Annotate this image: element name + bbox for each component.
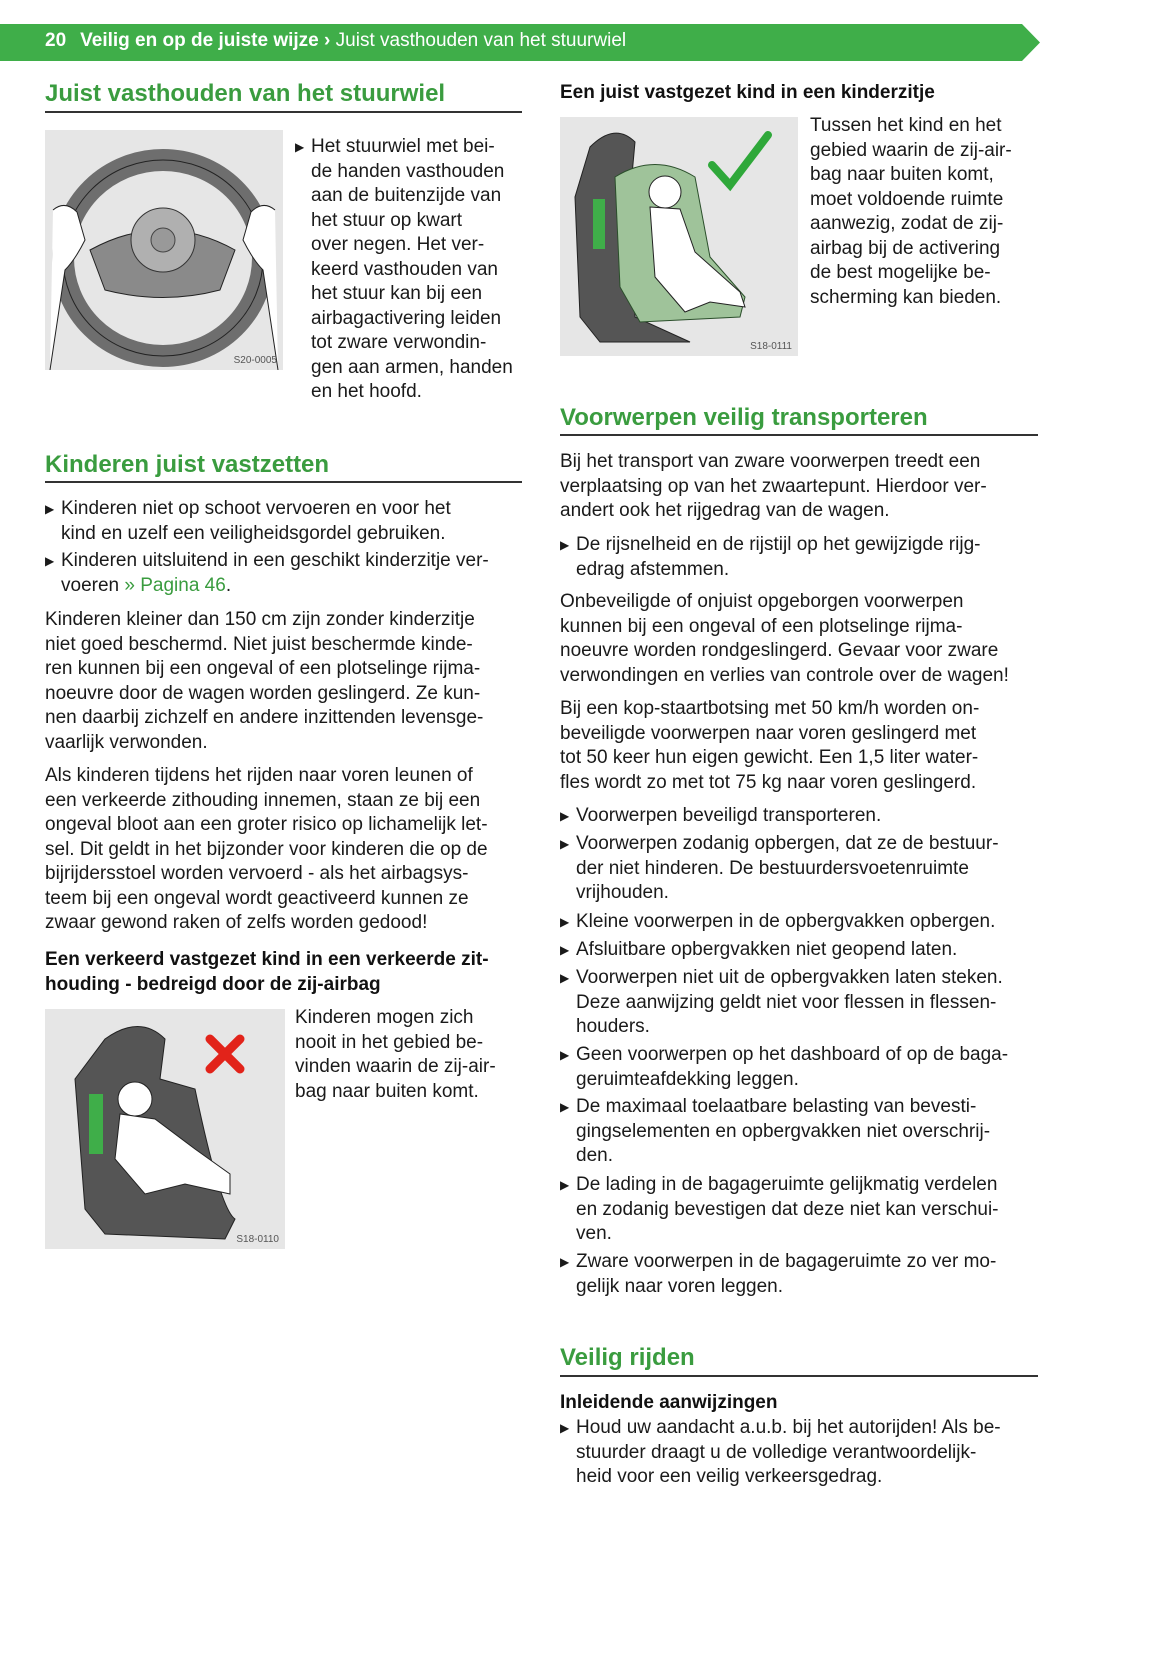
text-line: vinden waarin de zij-air- [295, 1056, 496, 1077]
children-paragraph-2 [45, 764, 488, 936]
driving-bullet [560, 1416, 1001, 1490]
text-line: heid voor een veilig verkeersgedrag. [576, 1466, 883, 1487]
correct-seat-figure [560, 117, 798, 356]
breadcrumb-subsection: Juist vasthouden van het stuurwiel [335, 30, 627, 51]
page-link[interactable]: » Pagina 46 [124, 574, 226, 596]
text-line: bag naar buiten komt, [810, 164, 994, 185]
wrong-seat-heading [45, 948, 489, 997]
transport-bullet [560, 832, 999, 906]
transport-bullet [560, 910, 995, 935]
check-mark-icon [712, 135, 768, 185]
bullet-arrow-icon: ▶ [560, 971, 570, 985]
text-line: tot zware verwondin- [311, 332, 487, 353]
text-line: De maximaal toelaatbare belasting van bevesti- [576, 1096, 977, 1117]
text-line: aan de buitenzijde van [311, 185, 502, 206]
text-line: moet voldoende ruimte [810, 188, 1004, 210]
text-line: tot 50 keer hun eigen gewicht. Een 1,5 liter water- [560, 747, 979, 768]
child-seat-correct-illustration [560, 117, 798, 356]
section-title-children: Kinderen juist vastzetten [45, 451, 330, 478]
section-title-transport: Voorwerpen veilig transporteren [560, 404, 928, 431]
driving-subtitle: Inleidende aanwijzingen [560, 1392, 778, 1413]
text-line: Voorwerpen zodanig opbergen, dat ze de bestuur- [576, 833, 999, 854]
text-line: aanwezig, zodat de zij- [810, 213, 1004, 234]
text-line: edrag afstemmen. [576, 558, 730, 580]
bullet-arrow-icon: ▶ [560, 1255, 570, 1269]
breadcrumb-separator: › [324, 30, 331, 51]
text-line: Onbeveiligde of onjuist opgeborgen voorwerpen [560, 591, 964, 612]
text-line: fles wordt zo met tot 75 kg naar voren geslingerd. [560, 771, 977, 793]
text-line: het stuur kan bij een [311, 283, 483, 304]
text-line: kind en uzelf een veiligheidsgordel gebruiken. [61, 522, 446, 544]
text-line: sel. Dit geldt in het bijzonder voor kinderen die op de [45, 838, 488, 860]
correct-seat-heading: Een juist vastgezet kind in een kinderzitje [560, 82, 935, 103]
text-line: De rijsnelheid en de rijstijl op het gewijzigde rijg- [576, 534, 981, 555]
text-line: De lading in de bagageruimte gelijkmatig verdelen [576, 1174, 998, 1195]
transport-bullet [560, 804, 881, 829]
text-line: verplaatsing op van het zwaartepunt. Hierdoor ver- [560, 475, 987, 497]
text-line: nen daarbij zichzelf en andere inzittenden levensge- [45, 707, 484, 728]
divider [45, 481, 522, 483]
bullet-arrow-icon: ▶ [295, 140, 305, 154]
bullet-arrow-icon: ▶ [560, 809, 570, 823]
text-line: der niet hinderen. De bestuurdersvoetenruimte [576, 857, 969, 879]
bullet-arrow-icon: ▶ [560, 943, 570, 957]
bullet-arrow-icon: ▶ [560, 1048, 570, 1062]
transport-bullet-speed [560, 533, 980, 582]
transport-paragraph-1 [560, 450, 987, 524]
wrong-seat-text [295, 1006, 496, 1104]
text-line: beveiligde voorwerpen naar voren geslingerd met [560, 722, 977, 744]
transport-bullet [560, 1043, 1008, 1092]
text-line: ren kunnen bij een ongeval of een plotselinge rijma- [45, 658, 481, 679]
text-line: vrijhouden. [576, 882, 669, 903]
text-line: andert ook het rijgedrag van de wagen. [560, 500, 890, 521]
bullet-arrow-icon: ▶ [45, 554, 55, 568]
transport-bullet [560, 1173, 999, 1247]
text-line: Bij het transport van zware voorwerpen treedt een [560, 451, 981, 472]
transport-paragraph-2 [560, 590, 1009, 688]
figure-code: S18-0111 [750, 341, 792, 352]
breadcrumb-section: Veilig en op de juiste wijze [80, 30, 319, 51]
section-title-driving: Veilig rijden [560, 1344, 695, 1371]
transport-paragraph-3 [560, 697, 979, 795]
text-line: zwaar gewond raken of zelfs worden gedood! [45, 912, 428, 933]
children-paragraph-1 [45, 608, 483, 755]
bullet-arrow-icon: ▶ [560, 1178, 570, 1192]
text-line: Bij een kop-staartbotsing met 50 km/h worden on- [560, 698, 980, 719]
bullet-arrow-icon: ▶ [560, 1421, 570, 1435]
transport-bullet [560, 1095, 990, 1169]
text-line: Tussen het kind en het [810, 115, 1002, 136]
text-line: bag naar buiten komt. [295, 1080, 479, 1102]
punctuation: . [225, 574, 232, 596]
text-line: het stuur op kwart [311, 209, 463, 231]
bullet-arrow-icon: ▶ [560, 837, 570, 851]
children-bullet-2 [45, 549, 489, 598]
text-line: over negen. Het ver- [311, 234, 485, 255]
text-line: noeuvre door de wagen worden geslingerd. Ze kun- [45, 682, 481, 704]
text-line: gen aan armen, handen [311, 356, 513, 378]
steering-wheel-illustration [45, 130, 283, 370]
bullet-arrow-icon: ▶ [560, 1100, 570, 1114]
text-line: houders. [576, 1016, 650, 1037]
text-line: Kinderen uitsluitend in een geschikt kinderzitje ver- [61, 550, 489, 571]
figure-code: S18-0110 [236, 1234, 279, 1245]
text-line: airbagactivering leiden [311, 307, 502, 329]
text-line: ven. [576, 1223, 612, 1244]
divider [560, 1375, 1038, 1377]
text-line: gebied waarin de zij-air- [810, 139, 1012, 161]
transport-bullet [560, 938, 957, 963]
text-line: geruimteafdekking leggen. [576, 1068, 799, 1090]
text-line: gingselementen en opbergvakken niet overschrij- [576, 1120, 991, 1142]
text-line: een verkeerde zithouding innemen, staan ze bij een [45, 789, 481, 811]
text-line: Afsluitbare opbergvakken niet geopend laten. [576, 939, 958, 960]
steering-bullet [295, 135, 513, 405]
text-line: Geen voorwerpen op het dashboard of op de baga- [576, 1044, 1009, 1065]
figure-code: S20-0005 [233, 355, 277, 366]
text-line: Kinderen niet op schoot vervoeren en voor het [61, 498, 451, 519]
text-line: de handen vasthouden [311, 160, 505, 182]
text-line: Kinderen kleiner dan 150 cm zijn zonder kinderzitje [45, 609, 475, 630]
text-line: Zware voorwerpen in de bagageruimte zo ver mo- [576, 1251, 997, 1272]
text-line: Deze aanwijzing geldt niet voor flessen in flessen- [576, 991, 997, 1013]
children-bullet-1 [45, 497, 451, 546]
text-line: Voorwerpen niet uit de opbergvakken laten steken. [576, 967, 1003, 988]
text-line: kunnen bij een ongeval of een plotselinge rijma- [560, 615, 963, 637]
transport-bullet [560, 1250, 996, 1299]
bullet-arrow-icon: ▶ [560, 915, 570, 929]
section-title-steering: Juist vasthouden van het stuurwiel [45, 80, 446, 107]
text-line: en het hoofd. [311, 381, 422, 402]
text-line: gelijk naar voren leggen. [576, 1275, 784, 1297]
divider [45, 111, 522, 113]
page-header [0, 24, 1040, 61]
text-line: Kleine voorwerpen in de opbergvakken opbergen. [576, 911, 996, 932]
text-line: voeren [61, 574, 120, 596]
text-line: ongeval bloot aan een groter risico op lichamelijk let- [45, 814, 488, 835]
text-line: keerd vasthouden van [311, 258, 498, 280]
correct-seat-text [810, 114, 1012, 310]
transport-bullet [560, 966, 1003, 1040]
text-line: Als kinderen tijdens het rijden naar voren leunen of [45, 765, 473, 786]
text-line: niet goed beschermd. Niet juist beschermde kinde- [45, 633, 473, 655]
text-line: houding - bedreigd door de zij-airbag [45, 973, 381, 995]
text-line: noeuvre worden rondgeslingerd. Gevaar voor zware [560, 640, 999, 661]
text-line: den. [576, 1145, 613, 1166]
text-line: airbag bij de activering [810, 237, 1001, 259]
steering-wheel-figure [45, 130, 283, 370]
bullet-arrow-icon: ▶ [560, 538, 570, 552]
text-line: Voorwerpen beveiligd transporteren. [576, 805, 882, 826]
text-line: Een verkeerd vastgezet kind in een verkeerde zit- [45, 949, 489, 970]
child-seat-wrong-illustration [45, 1009, 285, 1249]
text-line: Houd uw aandacht a.u.b. bij het autorijden! Als be- [576, 1417, 1001, 1438]
text-line: vaarlijk verwonden. [45, 731, 208, 753]
text-line: scherming kan bieden. [810, 286, 1002, 308]
bullet-arrow-icon: ▶ [45, 502, 55, 516]
text-line: teem bij een ongeval wordt geactiveerd kunnen ze [45, 887, 469, 909]
text-line: de best mogelijke be- [810, 262, 991, 283]
x-mark-icon [210, 1039, 240, 1069]
text-line: Kinderen mogen zich [295, 1007, 474, 1028]
text-line: nooit in het gebied be- [295, 1031, 484, 1053]
text-line: Het stuurwiel met bei- [311, 136, 495, 157]
text-line: stuurder draagt u de volledige verantwoordelijk- [576, 1441, 977, 1463]
text-line: bijrijdersstoel worden vervoerd - als het airbagsys- [45, 863, 469, 884]
wrong-seat-figure [45, 1009, 285, 1249]
text-line: en zodanig bevestigen dat deze niet kan verschui- [576, 1198, 999, 1220]
text-line: verwondingen en verlies van controle over de wagen! [560, 664, 1009, 686]
divider [560, 434, 1038, 436]
page-number: 20 [45, 30, 67, 51]
